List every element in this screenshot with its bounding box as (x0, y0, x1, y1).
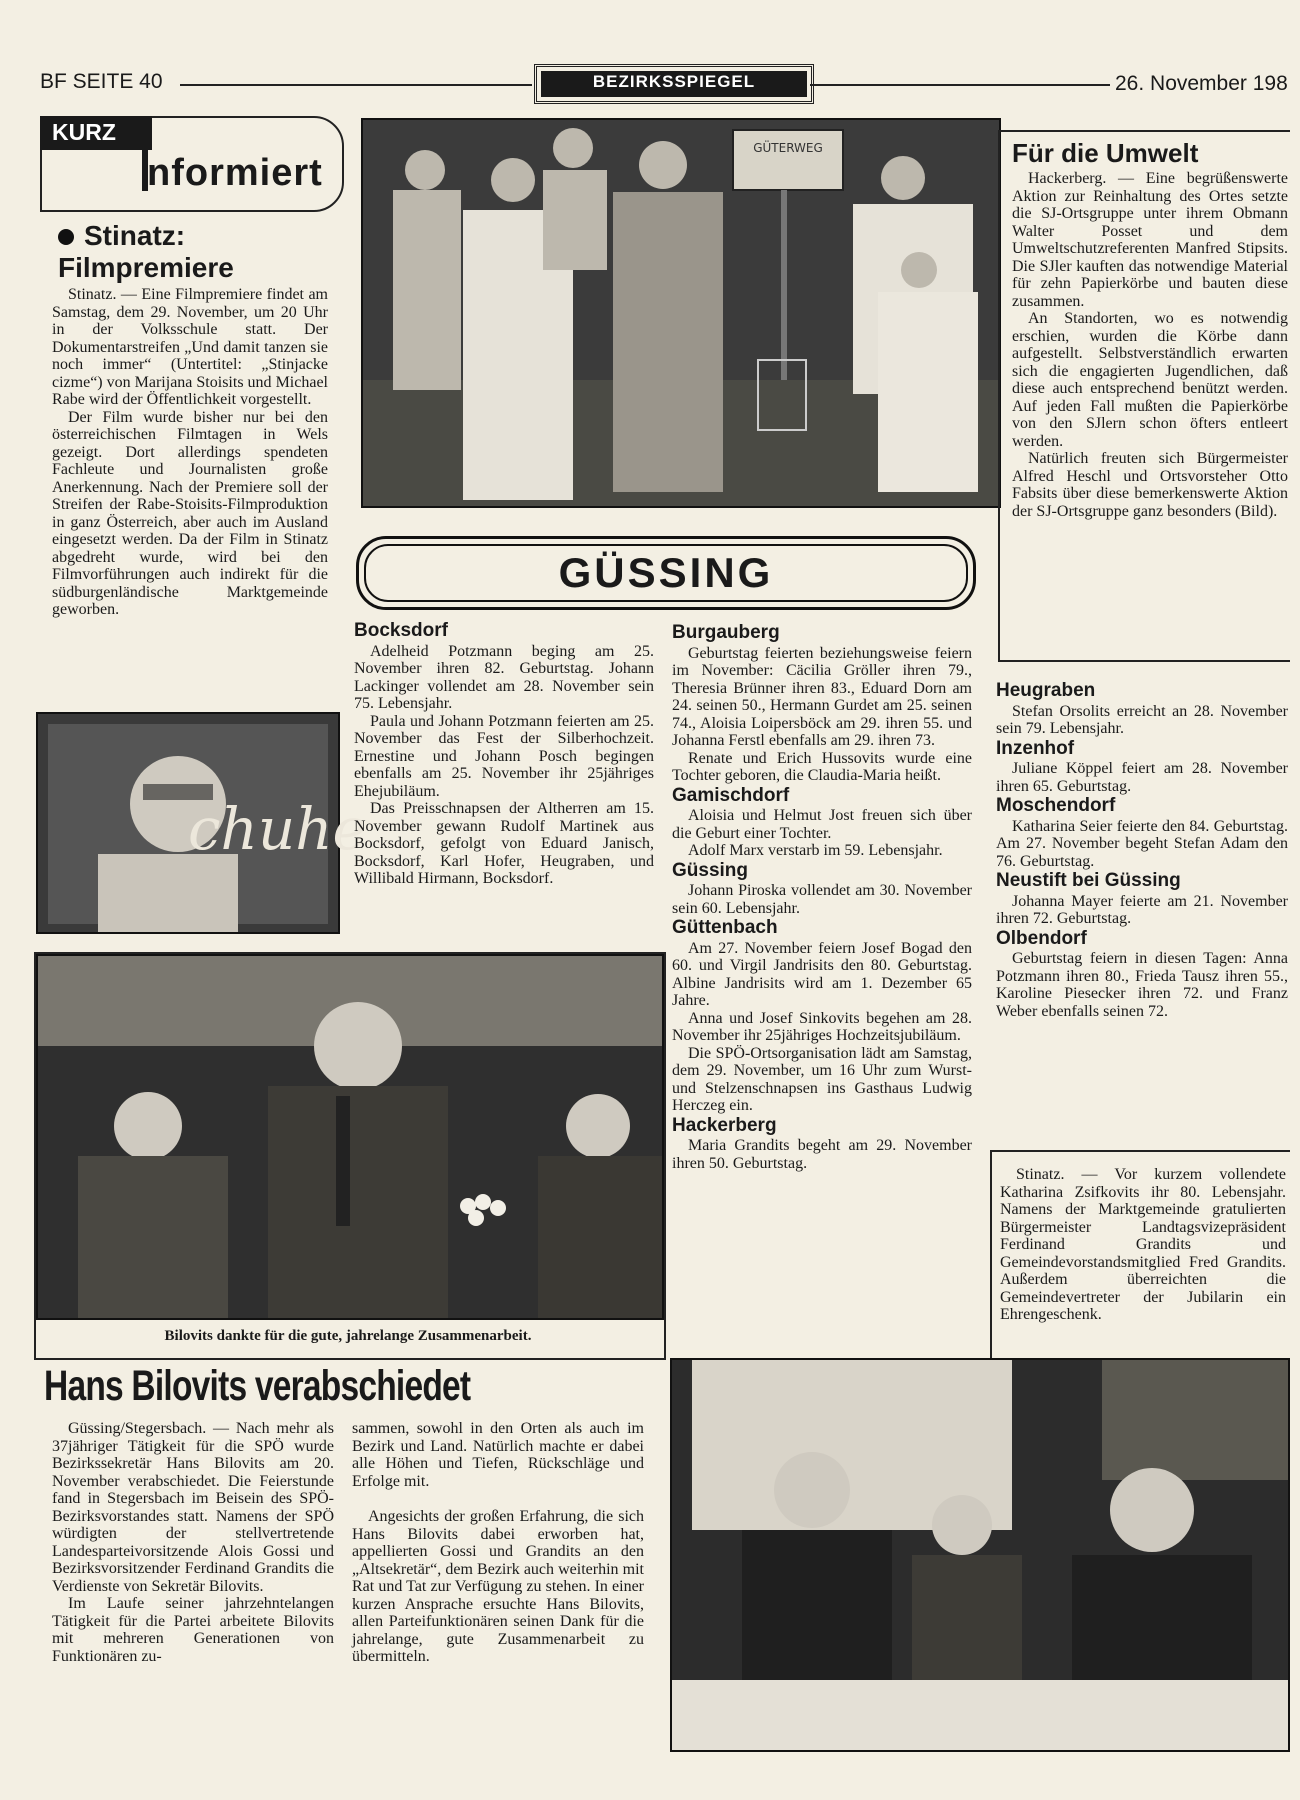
burgauberg-p1: Geburtstag feierten beziehungsweise feiern im November: Cäcilia Gröller ihren 79., Theresia Brünner ihren 83., Eduard Dorn am 24. seinen 50., Hermann Gurdet am 25. seinen 74., Aloisia Loipersböck am 29. ihren 55. und Johanna Ferstl ebenfalls am 29. ihren 73. (672, 644, 972, 749)
heading-hackerberg: Hackerberg (672, 1114, 777, 1136)
heading-bocksdorf: Bocksdorf (354, 620, 448, 641)
bilovits-caption: Bilovits dankte für die gute, jahrelange Zusammenarbeit. (164, 1328, 532, 1344)
kurz-tag: KURZ (40, 116, 152, 150)
section-label: BEZIRKSSPIEGEL (541, 71, 807, 97)
heading-guettenbach: Güttenbach (672, 917, 778, 938)
stinatz-jubilee-text (1000, 1166, 1286, 1324)
heading-neustift: Neustift bei Güssing (996, 870, 1181, 891)
stinatz-film-p2: Der Film wurde bisher nur bei den österreichischen Filmtagen in Wels gezeigt. Dort allerdings spendeten Fachleute und Journalisten große Anerkennung. Nach der Premiere soll der Streifen der Rabe-Stoisits-Filmproduktion in ganz Österreich, aber auch im Ausland eingesetzt werden. Da der Film in Stinatz abgedreht wurde, wird bei den Filmvorführungen auch indirekt für die südburgenländische Marktgemeinde geworben. (52, 408, 328, 618)
stinatz-film-p1: Stinatz. — Eine Filmpremiere findet am Samstag, dem 29. November, um 20 Uhr in der Volksschule statt. Der Dokumentarstreifen „Und damit tanzen sie noch immer“ (Untertitel: „Stinjacke cizme“) von Marijana Stoisits und Michael Rabe wird der Öffentlichkeit vorgestellt. (52, 286, 328, 408)
guessing-banner (356, 536, 976, 610)
kurz-informiert-logo (40, 116, 344, 212)
bocksdorf-p3: Das Preisschnapsen der Altherren am 15. November gewann Rudolf Martinek aus Bocksdorf, gefolgt von Eduard Janisch, Bocksdorf, Karl Hofer, Heugraben, und Willibald Hirmann, Bocksdorf. (354, 800, 654, 887)
kurz-word: nformiert (147, 152, 323, 194)
photo-zsifkovits (670, 1358, 1290, 1752)
photo-sj-group-image (363, 120, 999, 506)
heading-burgauberg: Burgauberg (672, 622, 780, 643)
moschendorf-p1: Katharina Seier feierte den 84. Geburtstag. Am 27. November begeht Stefan Adam den 76. Geburtstag. (996, 817, 1288, 870)
umwelt-p2: An Standorten, wo es notwendig erschien, wurden die Körbe dann aufgestellt. Selbstverständlich erwarten sich die engagierten Jugendlichen, daß diese auch entsprechend benützt werden. Auf jeden Fall mußten die Papierkörbe von den SJlern schon öfters entleert werden. (1012, 310, 1288, 450)
bilovits-headline: Hans Bilovits verabschiedet (44, 1362, 471, 1410)
guettenbach-p2: Anna und Josef Sinkovits begehen am 28. November ihr 25jähriges Hochzeitsjubiläum. (672, 1009, 972, 1044)
bilovits-p2: Im Laufe seiner jahrzehntelangen Tätigkeit für die Partei arbeitete Bilovits mit mehreren Generationen von Funktionären zu- (52, 1595, 334, 1665)
heugraben-p1: Stefan Orsolits erreicht an 28. November sein 79. Lebensjahr. (996, 702, 1288, 737)
heading-guessing: Güssing (672, 859, 749, 881)
bocksdorf-p2: Paula und Johann Potzmann feierten am 25. November das Fest der Silberhochzeit. Ernestine und Johann Posch begingen ebenfalls am 25. November ihr 25jähriges Ehejubiläum. (354, 712, 654, 800)
umwelt-title: Für die Umwelt (1012, 138, 1199, 168)
header-rule-right (810, 84, 1110, 86)
neustift-p1: Johanna Mayer feierte am 21. November ihren 72. Geburtstag. (996, 892, 1288, 927)
guessing-col3 (996, 680, 1288, 1020)
section-label-box (534, 64, 814, 104)
header-rule-left (180, 84, 532, 86)
guettenbach-p3: Die SPÖ-Ortsorganisation lädt am Samstag, dem 29. November, um 16 Uhr zum Wurst- und Stelzenschnapsen ins Gasthaus Ludwig Herczeg ein. (672, 1044, 972, 1114)
guessing-p1: Johann Piroska vollendet am 30. November sein 60. Lebensjahr. (672, 882, 972, 917)
page-label: BF SEITE 40 (40, 70, 163, 93)
bullet-icon (58, 229, 74, 245)
issue-date: 26. November 198 (1115, 72, 1288, 95)
bilovits-col1 (52, 1420, 334, 1665)
photo-schuhe-image (38, 714, 367, 932)
photo-schuhe (36, 712, 367, 934)
bilovits-col2 (352, 1420, 644, 1666)
photo-bilovits-image (38, 956, 662, 1318)
heading-moschendorf: Moschendorf (996, 795, 1116, 816)
photo-zsifkovits-image (672, 1360, 1288, 1750)
heading-inzenhof: Inzenhof (996, 737, 1075, 759)
bilovits-p1: Güssing/Stegersbach. — Nach mehr als 37jähriger Tätigkeit für die SPÖ wurde Bezirkssekretär Hans Bilovits am 20. November verabschiedet. Die Feierstunde fand in Stegersbach im Beisein des SPÖ-Bezirksvorstandes statt. Namens der SPÖ würdigten der stellvertretende Landesparteivorsitzende Alois Gossi und Bezirksvorsitzender Ferdinand Grandits die Verdienste von Sekretär Bilovits. (52, 1420, 334, 1595)
umwelt-p1: Hackerberg. — Eine begrüßenswerte Aktion zur Reinhaltung des Ortes setzte die SJ-Ortsgruppe unter ihrem Obmann Walter Posset und dem Umweltschutzreferenten Manfred Stipsits. Die SJler kauften das notwendige Material für zehn Papierkörbe und bauten diese zusammen. (1012, 170, 1288, 310)
photo-sign-text: chuhe (188, 795, 367, 863)
umwelt-body (1012, 170, 1288, 520)
guettenbach-p1: Am 27. November feiern Josef Bogad den 60. und Virgil Jandrisits den 80. Geburtstag. Albine Jandrisits wird am 1. Dezember 65 Jahre. (672, 939, 972, 1009)
gamischdorf-p2: Adolf Marx verstarb im 59. Lebensjahr. (688, 842, 943, 859)
stinatz-jubilee-p1: Stinatz. — Vor kurzem vollendete Katharina Zsifkovits ihr 80. Lebensjahr. Namens der Marktgemeinde gratulierten Bürgermeister Landtagsvizepräsident Ferdinand Grandits und Gemeindevorstandsmitglied Fred Grandits. Außerdem überreichten die Gemeindevertreter der Jubilarin ein Ehrengeschenk. (1000, 1166, 1286, 1323)
burgauberg-p2: Renate und Erich Hussovits wurde eine Tochter geboren, die Claudia-Maria heißt. (672, 749, 972, 784)
guessing-col2 (672, 622, 972, 1172)
umwelt-p3: Natürlich freuten sich Bürgermeister Alfred Heschl und Ortsvorsteher Otto Fabsits über diese bemerkenswerte Aktion der SJ-Ortsgruppe ganz besonders (Bild). (1012, 450, 1288, 520)
guessing-banner-text: GÜSSING (364, 544, 968, 602)
gamischdorf-p1: Aloisia und Helmut Jost freuen sich über die Geburt einer Tochter. (672, 807, 972, 842)
olbendorf-p1: Geburtstag feiern in diesen Tagen: Anna Potzmann ihren 80., Frieda Tausz ihren 55., Karoline Piesecker ihren 72. und Franz Weber ebenfalls seinen 72. (996, 950, 1288, 1020)
bilovits-p3: sammen, sowohl in den Orten als auch im Bezirk und Land. Natürlich machte er dabei alle Höhen und Tiefen, Rückschläge und Erfolge mit. (352, 1420, 644, 1490)
heading-gamischdorf: Gamischdorf (672, 784, 790, 806)
photo-bilovits (36, 954, 664, 1320)
bilovits-p4: Angesichts der großen Erfahrung, die sich Hans Bilovits dabei erworben hat, appellierten Gossi und Grandits an den „Altsekretär“, dem Bezirk auch weiterhin mit Rat und Tat zur Verfügung zu stehen. In einer kurzen Ansprache ersuchte Hans Bilovits, allen Parteifunktionären seinen Dank für die jahrelange, gute Zusammenarbeit zu übermitteln. (352, 1508, 644, 1665)
photo-sign-label: GÜTERWEG (753, 141, 823, 155)
photo-sj-group (361, 118, 1001, 508)
stinatz-film-body (52, 286, 328, 619)
guessing-col1 (354, 620, 654, 888)
inzenhof-p1: Juliane Köppel feiert am 28. November ihren 65. Geburtstag. (996, 760, 1288, 795)
stinatz-title-line1: Stinatz: (84, 220, 186, 251)
hackerberg-p1: Maria Grandits begeht am 29. November ihren 50. Geburtstag. (672, 1137, 972, 1172)
bocksdorf-p1: Adelheid Potzmann beging am 25. November ihren 82. Geburtstag. Johann Lackinger vollendet am 28. November sein 75. Lebensjahr. (354, 642, 654, 712)
heading-heugraben: Heugraben (996, 680, 1096, 701)
heading-olbendorf: Olbendorf (996, 927, 1087, 949)
stinatz-film-title (58, 220, 338, 284)
stinatz-title-line2: Filmpremiere (58, 252, 234, 283)
